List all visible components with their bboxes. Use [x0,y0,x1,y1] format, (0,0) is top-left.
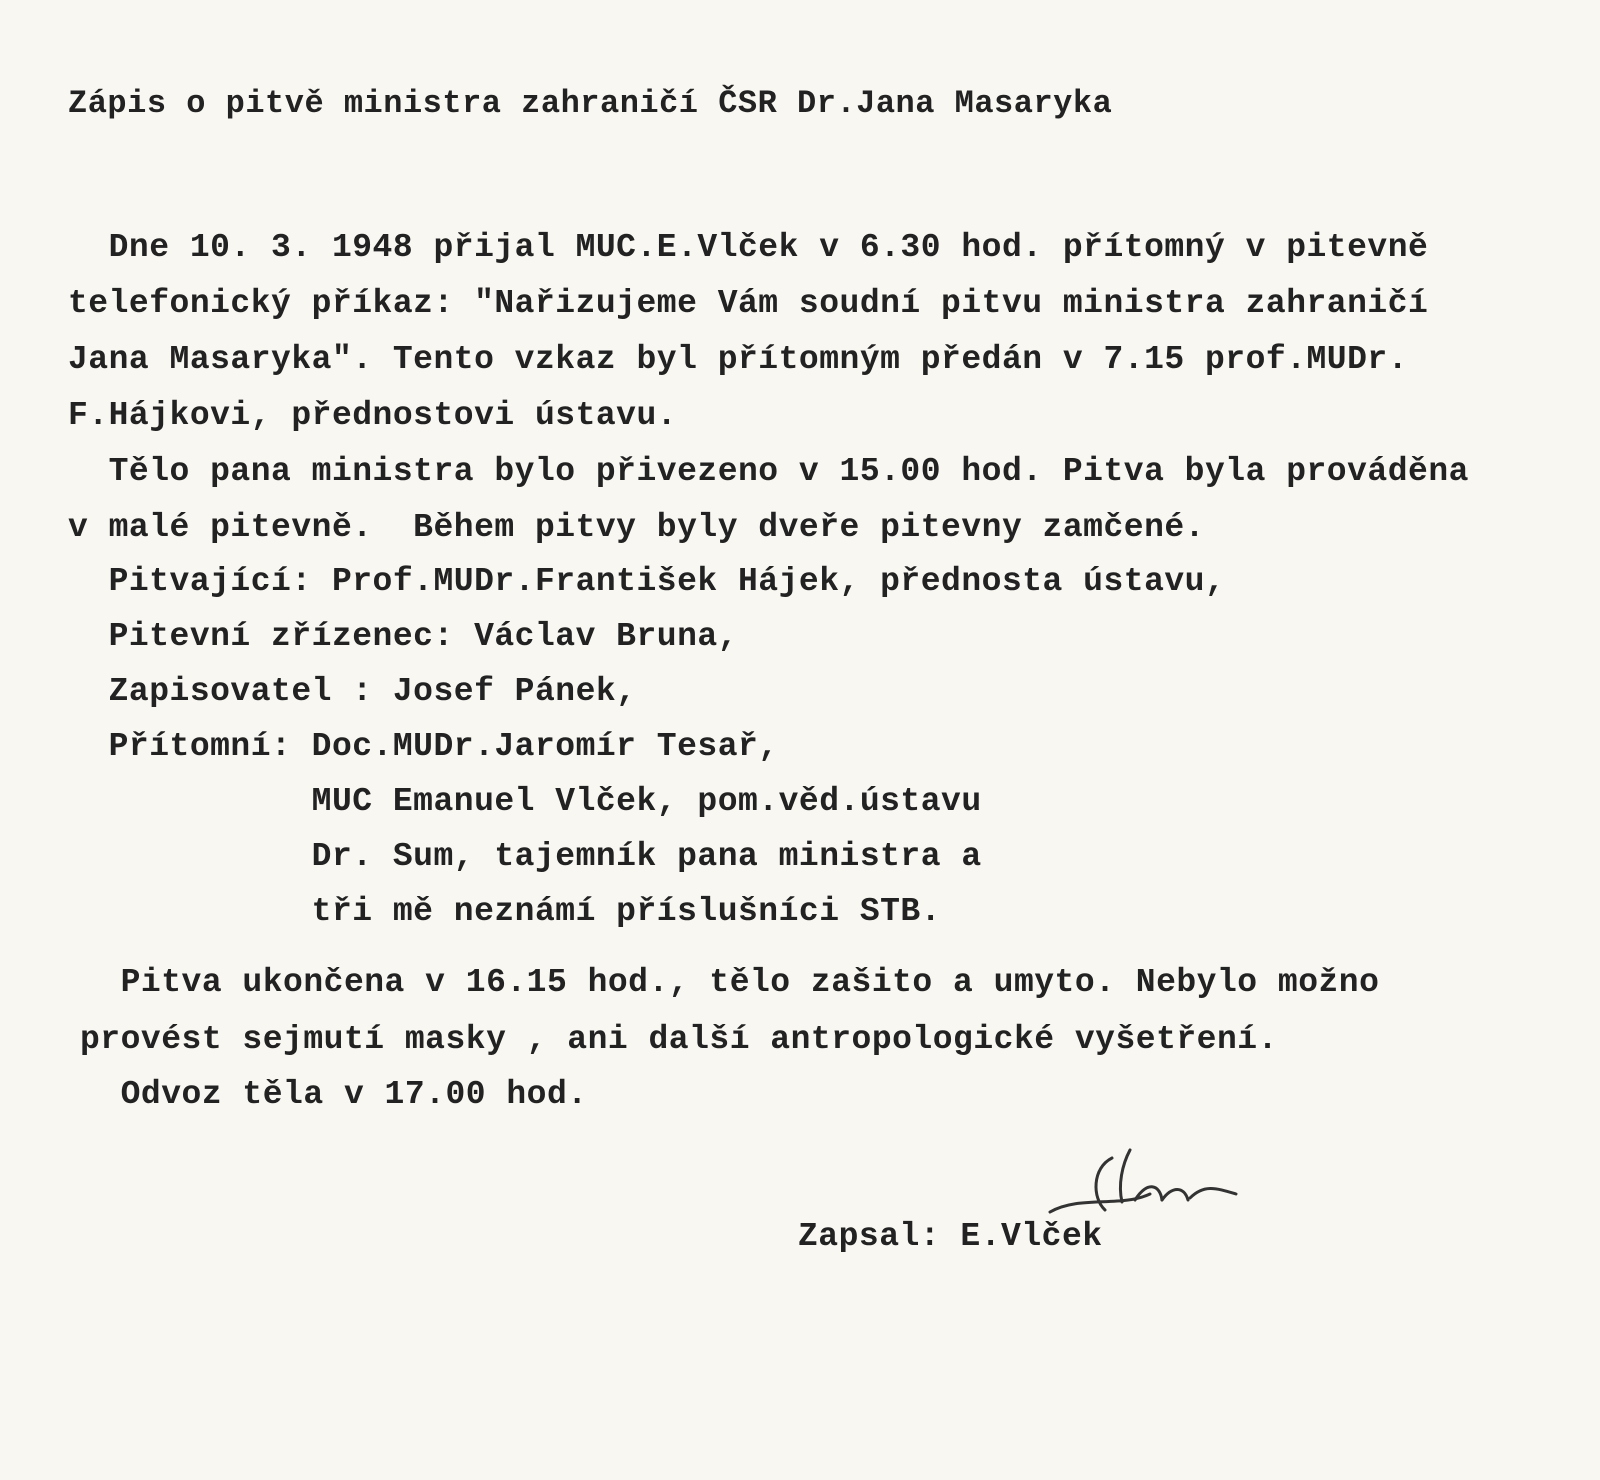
paragraph2-line-2: v malé pitevně. Během pitvy byly dveře pitevny zamčené. [68,509,1205,546]
paragraph1-line-3: Jana Masaryka". Tento vzkaz byl přítomným předán v 7.15 prof.MUDr. [68,341,1409,378]
paragraph3-line-3: Odvoz těla v 17.00 hod. [80,1076,588,1113]
paragraph1-line-1: Dne 10. 3. 1948 přijal MUC.E.Vlček v 6.30 hod. přítomný v pitevně [68,229,1429,266]
personnel-line-4: Přítomní: Doc.MUDr.Jaromír Tesař, [68,728,779,765]
paragraph3-line-2: provést sejmutí masky , ani další antropologické vyšetření. [80,1021,1278,1058]
personnel-line-6: Dr. Sum, tajemník pana ministra a [68,838,982,875]
personnel-line-5: MUC Emanuel Vlček, pom.věd.ústavu [68,783,982,820]
paragraph2-line-1: Tělo pana ministra bylo přivezeno v 15.00 hod. Pitva byla prováděna [68,453,1469,490]
signature-caption: Zapsal: E.Vlček [798,1218,1103,1255]
paragraph1-line-2: telefonický příkaz: "Nařizujeme Vám soudní pitvu ministra zahraničí [68,285,1429,322]
personnel-line-1: Pitvající: Prof.MUDr.František Hájek, přednosta ústavu, [68,563,1226,600]
personnel-line-2: Pitevní zřízenec: Václav Bruna, [68,618,739,655]
personnel-line-7: tři mě neznámí příslušníci STB. [68,893,942,930]
document-title: Zápis o pitvě ministra zahraničí ČSR Dr.Jana Masaryka [68,85,1113,122]
personnel-line-3: Zapisovatel : Josef Pánek, [68,673,637,710]
paragraph1-line-4: F.Hájkovi, přednostovi ústavu. [68,397,678,434]
paragraph3-line-1: Pitva ukončena v 16.15 hod., tělo zašito a umyto. Nebylo možno [80,964,1380,1001]
